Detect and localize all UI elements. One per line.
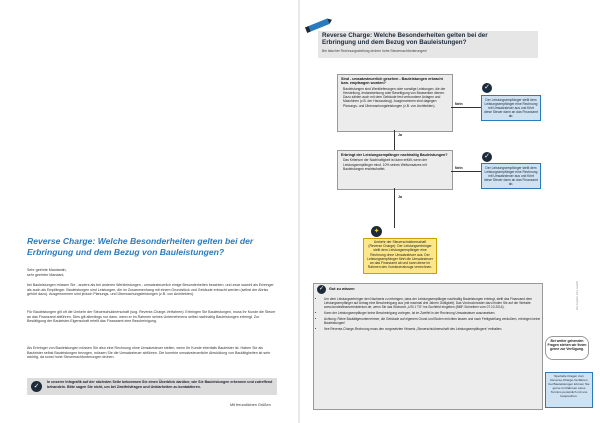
info-note-text: In unserer Infografik auf der nächsten Seite bekommen Sie einen Überblick darüber, wie Sie Bauleistungen erkennen und zutreffend behandeln. Bitte sagen Sie nicht, um bei Zweifelsfragen und Unklarheiten zu kontaktieren. bbox=[47, 380, 273, 389]
good-to-know-list bbox=[318, 297, 542, 333]
list-item: • Um dem Leistungserbringer den Nachweis zu erbringen, dass der Leistungsempfänger nachhaltig Bauleistungen erbringt, stellt das Finanzamt dem Leistungsempfänger auf Antrag eine Bescheinigung aus (mit maximal drei Jahren Gültigkeit). Das Vordruckmuster dazu finden Sie auf der Website www.bundesfinanzministerium.de, wenn Sie das Stichwort „USt 1 TG“ ins Suchfeld eingeben (BMF-Schreiben vom 07.10.2014). bbox=[324, 297, 542, 309]
label-yes-2: Ja bbox=[398, 195, 402, 199]
question-1-body: Bauleistungen sind Werklieferungen oder sonstige Leistungen, die der Herstellung, Instandsetzung oder Beseitigung von Bauwerken dienen. Dazu zählen auch mit dem Gebäude fest verbundene Anlagen und Maschinen (z.B. der Hausaufzug). Ausgenommen sind dagegen Planungs- und Überwachungsleistungen (z.B. von Architekten). bbox=[343, 86, 446, 108]
check-icon: ✓ bbox=[31, 381, 42, 392]
question-1-heading: Sind - umsatzsteuerlich gesehen - Bauleistungen erbracht bzw. empfangen worden? bbox=[341, 77, 443, 86]
list-item: • Achtung: Reine Bautätigerunternehmer, die Gebäude auf eigenem Grund und Boden errichten lassen und nach Fertigstellung veräußern, erbringen keine Bauleistungen! bbox=[324, 317, 542, 325]
paragraph-3: Als Erbringer von Bauleistungen müssen Sie also eine Rechnung ohne Umsatzsteuer stellen, wenn Ihr Kunde ebenfalls Bauleister ist. Haben Sie als Bauleister selbst Bauleistungen bezogen, müssen Sie die Umsatzsteuer abführen. Die korrekte umsatzsteuerliche Abwicklung von Bautätigkeiten ist sehr wichtig, da sonst hohe Steuernachforderungen drohen. bbox=[27, 346, 271, 360]
question-box-1 bbox=[337, 74, 453, 132]
connector-yes-1 bbox=[394, 130, 395, 150]
question-2-heading: Erbringt der Leistungsempfänger nachhaltig Bauleistungen? bbox=[341, 153, 448, 157]
question-box-2 bbox=[337, 150, 453, 190]
connector-no-2 bbox=[451, 171, 481, 172]
side-result-1: Der Leistungsempfänger stellt dem Leistungsempfänger eine Rechnung mit Umsatzsteuer aus und führt diese Steuer dann an das Finanzamt ab. bbox=[481, 95, 541, 121]
list-item: • Kann der Leistungsempfänger keine Bescheinigung vorlegen, ist im Zweifel in der Rechnung Umsatzsteuer auszuweisen. bbox=[324, 311, 542, 315]
infographic-title: Reverse Charge: Welche Besonderheiten gelten bei der Erbringung und dem Bezug von Bauleistungen? bbox=[322, 32, 488, 47]
left-page bbox=[0, 0, 299, 423]
label-no-2: Nein bbox=[455, 166, 463, 170]
lightbulb-icon: ✦ bbox=[371, 226, 382, 237]
result-box: Umkehr der Steuerschuldnerschaft (Reverse Charge): Der Leistungserbringer stellt dem Leistungsempfänger eine Rechnung ohne Umsatzsteuer aus. Der Leistungsempfänger führt die Umsatzsteuer an das Finanzamt ab und kann diese im Rahmen des Vorsteuerabzugs verrechnen. bbox=[363, 238, 437, 274]
list-item: • Ihre Reverse-Charge-Rechnung muss den vorgesetzten Hinweis „Steuerschuldnerschaft des Leistungsempfängers“ enthalten. bbox=[324, 327, 542, 331]
good-to-know-heading: Gut zu wissen bbox=[329, 287, 355, 291]
info-icon: ✓ bbox=[318, 286, 325, 292]
infographic-header bbox=[318, 31, 538, 58]
info-note bbox=[27, 378, 277, 395]
label-no-1: Nein bbox=[455, 102, 463, 106]
check-icon: ✓ bbox=[482, 152, 492, 162]
paragraph-2: Für Bauleistungen gilt oft die Umkehr der Steuerschuldnerschaft (sog. Reverse-Charge-Verfahren): Erbringen Sie Bauleistungen, muss Ihr Kunde die Steuer an das Finanzamt abführen. Dies gilt allerdings nur dann, wenn er im Rahmen seines Unternehmens selbst nachhaltig Bauleistungen erbringt. Zur Bestätigung der Bauleister-Eigenschaft erteilt das Finanzamt eine Bescheinigung. bbox=[27, 310, 276, 324]
salutation: Sehr geehrte Mandantin, sehr geehrter Mandant, bbox=[27, 268, 67, 277]
side-result-2: Der Leistungsempfänger stellt dem Leistungsempfänger eine Rechnung mit Umsatzsteuer aus und führt diese Steuer dann an das Finanzamt ab. bbox=[481, 163, 541, 189]
connector-no-1 bbox=[451, 107, 481, 108]
question-2-body: Das Kriterium der Nachhaltigkeit ist dann erfüllt, wenn der Leistungsempfänger mind. 10% seines Weltumsatzes mit Bauleistungen erwirtschaftet. bbox=[343, 158, 428, 171]
paragraph-1: bei Bauleistungen müssen Sie - anders als bei anderen Werkleistungen - umsatzsteuerlich einige Besonderheiten beachten, und zwar sowohl als Erbringer als auch als Empfänger. Bauleistungen sind Leistungen, die im Zusammenhang mit einem Grundstück und Gebäude erbracht werden (selbst der Abriss gehört dazu). Ausgenommen sind jedoch Planungs- und Überwachungsleistungen (z.B. von Architekten). bbox=[27, 283, 274, 297]
check-icon: ✓ bbox=[482, 83, 492, 93]
speech-callout: Bei weiter gehenden Fragen stehen wir Ihnen gerne zur Verfügung. bbox=[545, 336, 589, 360]
label-yes-1: Ja bbox=[398, 133, 402, 137]
good-to-know-box bbox=[313, 283, 543, 410]
signoff: Mit freundlichen Grüßen bbox=[230, 403, 271, 407]
page-title: Reverse Charge: Welche Besonderheiten gelten bei der Erbringung und dem Bezug von Bauleistungen? bbox=[27, 236, 254, 257]
infographic-subtitle: Bei falscher Rechnungsstellung drohen hohe Steuernachforderungen! bbox=[322, 49, 427, 53]
connector-yes-2 bbox=[394, 188, 395, 228]
vertical-disclaimer: Alle Angaben ohne Gewähr bbox=[576, 280, 579, 310]
consultation-box: Spezielle Fragen zum Reverse-Charge-Verfahren bei Bauleistungen können Sie gerne im Rahmen eines Termins persönlich mit uns besprechen. bbox=[545, 372, 593, 408]
